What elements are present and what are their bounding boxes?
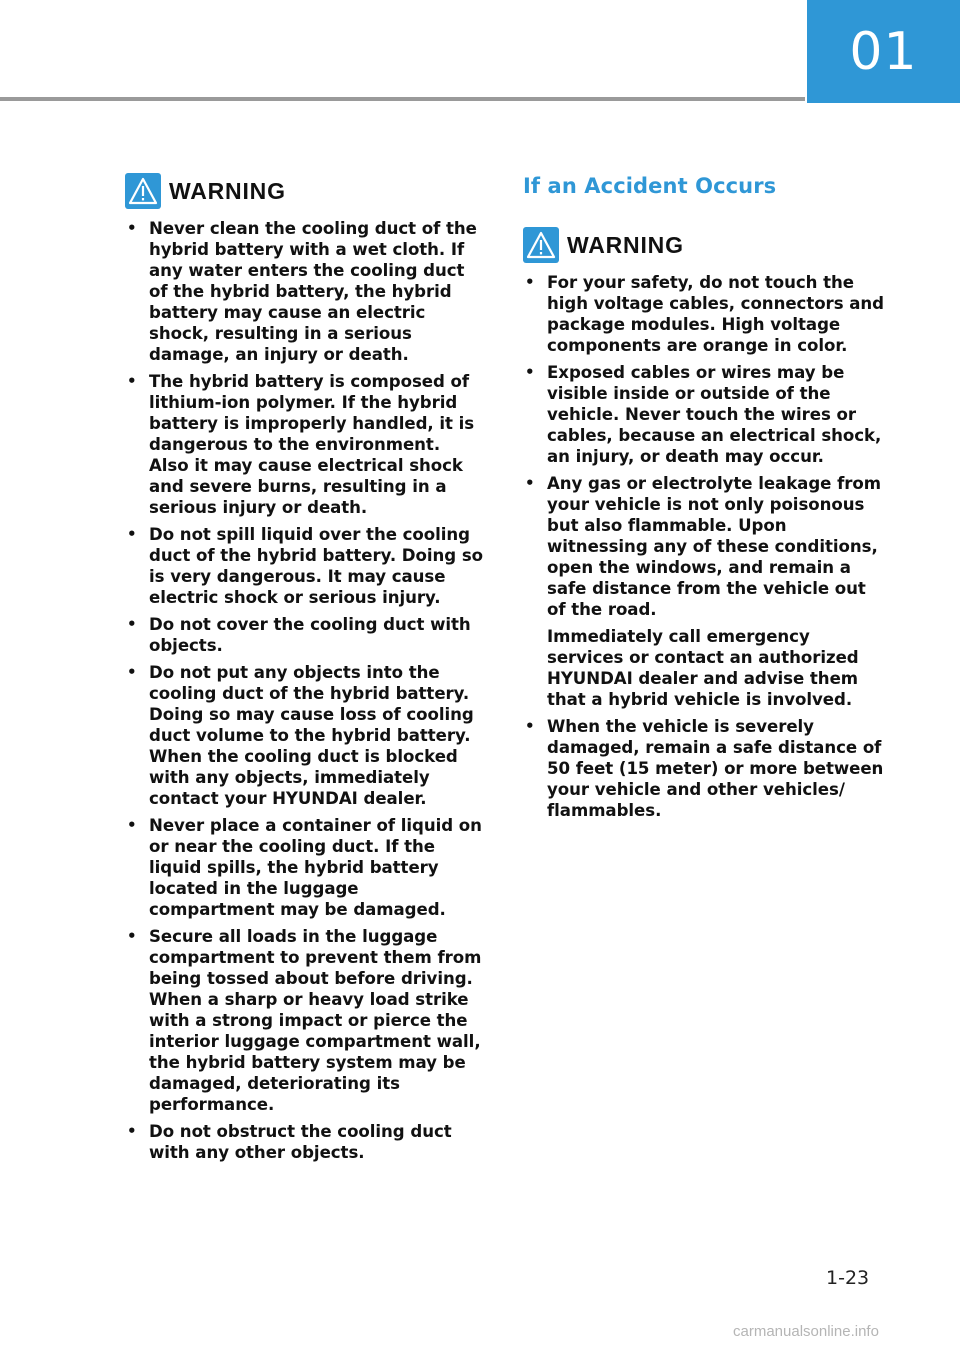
list-item: • Do not obstruct the cooling duct with any other objects. bbox=[125, 1121, 483, 1163]
header-rule bbox=[0, 97, 805, 101]
list-item: • Do not put any objects into the cooling duct of the hybrid battery. Doing so may cause loss of cooling duct volume to the hybrid battery. When the cooling duct is blocked with any objects, immediately contact your HYUNDAI dealer. bbox=[125, 662, 483, 809]
warning-list bbox=[523, 272, 889, 821]
list-item: • Secure all loads in the luggage compartment to prevent them from being tossed about before driving. When a sharp or heavy load strike with a strong impact or pierce the interior luggage compartment wall, the hybrid battery system may be damaged, deteriorating its performance. bbox=[125, 926, 483, 1115]
watermark: carmanualsonline.info bbox=[733, 1323, 879, 1340]
chapter-number: 01 bbox=[849, 21, 918, 82]
warning-label: WARNING bbox=[567, 231, 684, 258]
list-item: • Do not cover the cooling duct with objects. bbox=[125, 614, 483, 656]
section-title: If an Accident Occurs bbox=[523, 174, 777, 198]
list-item: • Do not spill liquid over the cooling duct of the hybrid battery. Doing so is very dangerous. It may cause electric shock or serious injury. bbox=[125, 524, 483, 608]
left-column bbox=[125, 172, 483, 1169]
warning-triangle-icon bbox=[523, 227, 559, 263]
list-item-continuation: Immediately call emergency services or contact an authorized HYUNDAI dealer and advise them that a hybrid vehicle is involved. bbox=[547, 627, 859, 709]
list-item: • Exposed cables or wires may be visible inside or outside of the vehicle. Never touch the wires or cables, because an electrical shock, an injury, or death may occur. bbox=[523, 362, 889, 467]
page-number: 1-23 bbox=[826, 1267, 870, 1289]
list-item: • Never clean the cooling duct of the hybrid battery with a wet cloth. If any water enters the cooling duct of the hybrid battery, the hybrid battery may cause an electric shock, resulting in a serious damage, an injury or death. bbox=[125, 218, 483, 365]
warning-label: WARNING bbox=[169, 177, 286, 204]
right-column bbox=[523, 172, 889, 827]
warning-heading bbox=[523, 226, 889, 264]
chapter-tab bbox=[807, 0, 960, 103]
warning-heading bbox=[125, 172, 483, 210]
list-item: • Never place a container of liquid on or near the cooling duct. If the liquid spills, the hybrid battery located in the luggage compartment may be damaged. bbox=[125, 815, 483, 920]
warning-triangle-icon bbox=[125, 173, 161, 209]
list-item: • Any gas or electrolyte leakage from your vehicle is not only poisonous but also flammable. Upon witnessing any of these conditions, open the windows, and remain a safe distance from the vehicle out of the road. bbox=[523, 473, 889, 620]
list-item: • When the vehicle is severely damaged, remain a safe distance of 50 feet (15 meter) or more between your vehicle and other vehicles/ flammables. bbox=[523, 716, 889, 821]
list-item: • The hybrid battery is composed of lithium-ion polymer. If the hybrid battery is improperly handled, it is dangerous to the environment. Also it may cause electrical shock and severe burns, resulting in a serious injury or death. bbox=[125, 371, 483, 518]
list-item: • For your safety, do not touch the high voltage cables, connectors and package modules. High voltage components are orange in color. bbox=[523, 272, 889, 356]
warning-list bbox=[125, 218, 483, 1163]
